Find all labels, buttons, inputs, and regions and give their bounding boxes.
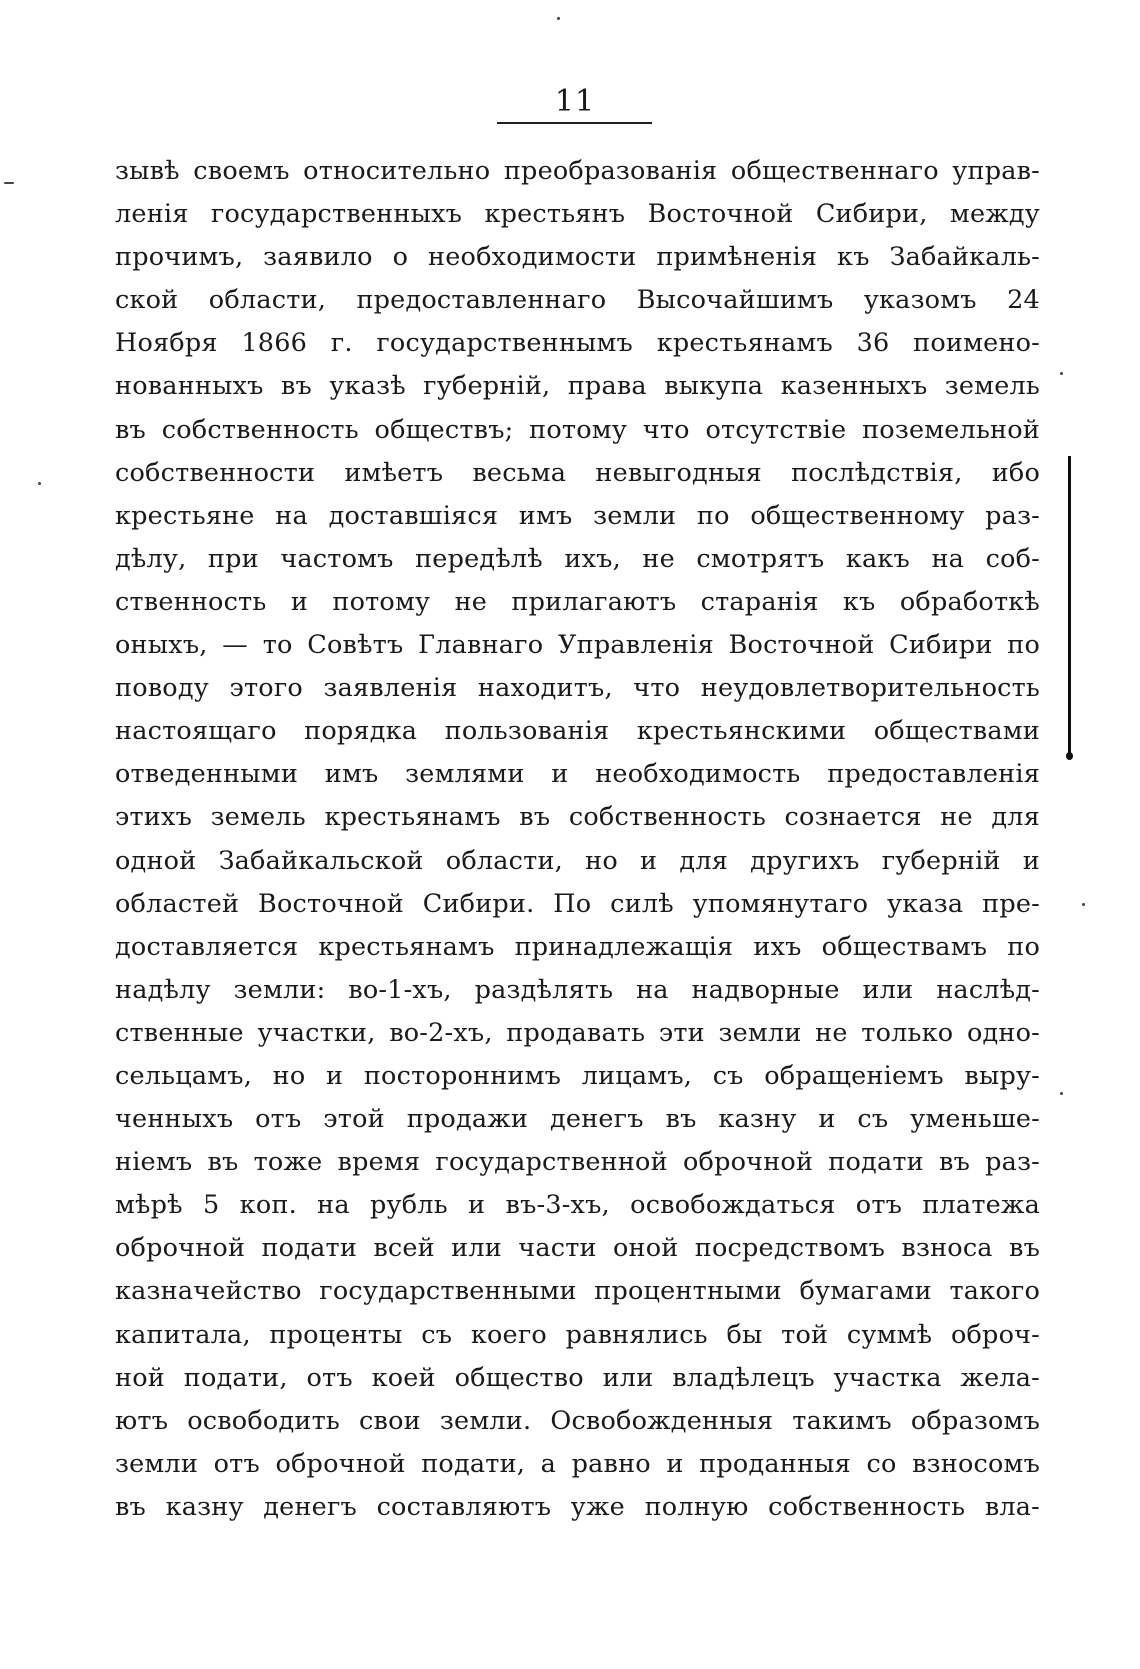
text-line: настоящаго порядка пользованія крестьянскими обществами xyxy=(115,716,1040,747)
text-line: ніемъ въ тоже время государственной оброчной подати въ раз- xyxy=(115,1147,1040,1178)
text-line: сельцамъ, но и постороннимъ лицамъ, съ обращеніемъ выру- xyxy=(115,1060,1040,1091)
text-line: областей Восточной Сибири. По силѣ упомянутаго указа пре- xyxy=(115,888,1040,919)
text-line: собственности имѣетъ весьма невыгодныя послѣдствія, ибо xyxy=(115,457,1040,488)
print-speck xyxy=(1060,1092,1063,1095)
text-line: оныхъ, — то Совѣтъ Главнаго Управленія Восточной Сибири по xyxy=(115,630,1040,661)
text-line: ютъ освободить свои земли. Освобожденныя такимъ образомъ xyxy=(115,1405,1040,1436)
text-line: зывѣ своемъ относительно преобразованія общественнаго управ- xyxy=(115,156,1040,186)
text-line: поводу этого заявленія находитъ, что неудовлетворительность xyxy=(115,673,1040,704)
print-speck xyxy=(557,17,560,20)
text-line: оброчной подати всей или части оной посредствомъ взноса въ xyxy=(115,1233,1040,1264)
body-text xyxy=(115,150,1040,1529)
text-line: дѣлу, при частомъ передѣлѣ ихъ, не смотрятъ какъ на соб- xyxy=(115,543,1040,574)
text-line: прочимъ, заявило о необходимости примѣненія къ Забайкаль- xyxy=(115,242,1040,273)
text-line: этихъ земель крестьянамъ въ собственность сознается не для xyxy=(115,802,1040,833)
text-line: ственные участки, во-2-хъ, продавать эти земли не только одно- xyxy=(115,1017,1040,1048)
text-line: мѣрѣ 5 коп. на рубль и въ-3-хъ, освобождаться отъ платежа xyxy=(115,1190,1040,1221)
text-line: капитала, проценты съ коего равнялись бы той суммѣ оброч- xyxy=(115,1319,1040,1350)
text-line: казначейство государственными процентными бумагами такого xyxy=(115,1276,1040,1307)
margin-bracket-mark xyxy=(1068,456,1071,756)
text-line: одной Забайкальской области, но и для другихъ губерній и xyxy=(115,845,1040,876)
page-number: 11 xyxy=(554,84,596,119)
text-line: ленія государственныхъ крестьянъ Восточной Сибири, между xyxy=(115,199,1040,230)
print-speck xyxy=(1082,903,1085,906)
text-line: нованныхъ въ указѣ губерній, права выкупа казенныхъ земель xyxy=(115,371,1040,402)
text-line: крестьяне на доставшіяся имъ земли по общественному раз- xyxy=(115,500,1040,531)
header-rule xyxy=(497,122,652,124)
text-line: земли отъ оброчной подати, а равно и проданныя со взносомъ xyxy=(115,1448,1040,1479)
print-speck xyxy=(1060,372,1063,375)
text-line: ственность и потому не прилагаютъ старанія къ обработкѣ xyxy=(115,586,1040,617)
print-speck xyxy=(38,482,41,485)
text-line: ченныхъ отъ этой продажи денегъ въ казну и съ уменьше- xyxy=(115,1104,1040,1135)
text-line: ской области, предоставленнаго Высочайшимъ указомъ 24 xyxy=(115,285,1040,316)
text-line: Ноября 1866 г. государственнымъ крестьянамъ 36 поимено- xyxy=(115,328,1040,359)
print-speck xyxy=(4,182,14,184)
text-line: доставляется крестьянамъ принадлежащія ихъ обществамъ по xyxy=(115,931,1040,962)
text-line: въ казну денегъ составляютъ уже полную собственность вла- xyxy=(115,1491,1040,1522)
text-line: отведенными имъ землями и необходимость предоставленія xyxy=(115,759,1040,790)
text-line: въ собственность обществъ; потому что отсутствіе поземельной xyxy=(115,414,1040,445)
text-line: надѣлу земли: во-1-хъ, раздѣлять на надворные или наслѣд- xyxy=(115,974,1040,1005)
text-line: ной подати, отъ коей общество или владѣлецъ участка жела- xyxy=(115,1362,1040,1393)
